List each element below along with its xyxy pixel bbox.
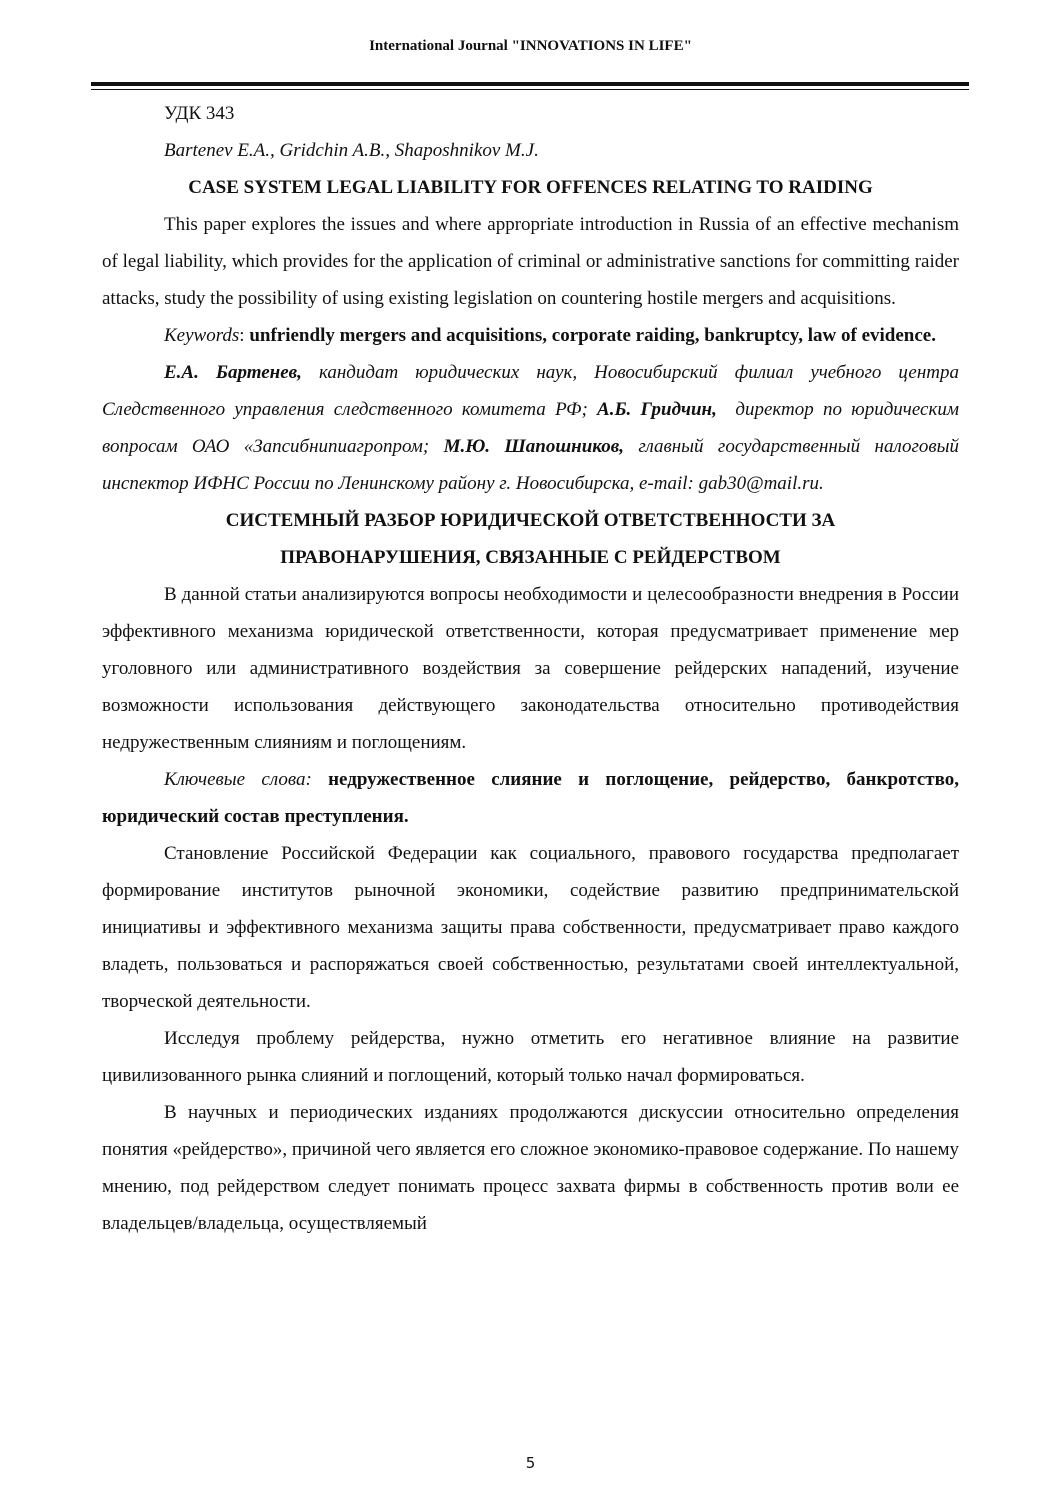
header-rule-thick	[91, 82, 969, 86]
journal-header: International Journal "INNOVATIONS IN LIFE"	[369, 38, 692, 54]
keywords-en-label: Keywords	[164, 325, 240, 346]
keywords-en-separator: :	[239, 325, 250, 346]
abstract-ru: В данной статьи анализируются вопросы необходимости и целесообразности внедрения в России эффективного механизма юридической ответственности, которая предусматривает применение мер уголовного или административного воздействия за совершение рейдерских нападений, изучение возможности использования действующего законодательства относительно противодействия недружественным слияниям и поглощениям.	[102, 584, 959, 753]
abstract-en: This paper explores the issues and where appropriate introduction in Russia of an effective mechanism of legal liability, which provides for the application of criminal or administrative sanctions for committing raider attacks, study the possibility of using existing legislation on countering hostile mergers and acquisitions.	[102, 214, 959, 309]
body-paragraph: Становление Российской Федерации как социального, правового государства предполагает формирование институтов рыночной экономики, содействие развитию предпринимательской инициативы и эффективного механизма защиты права собственности, предусматривает право каждого владеть, пользоваться и распоряжаться своей собственностью, результатами своей интеллектуальной, творческой деятельности.	[102, 843, 959, 1012]
author-3-info: главный государственный налоговый инспектор ИФНС России по Ленинскому району г. Новосибирска, e-mail: gab30@mail.ru.	[102, 436, 960, 494]
page-number: 5	[525, 1454, 536, 1472]
author-affiliations	[102, 354, 964, 502]
authors-en: Bartenev E.A., Gridchin A.B., Shaposhnikov M.J.	[164, 140, 539, 161]
title-ru: СИСТЕМНЫЙ РАЗБОР ЮРИДИЧЕСКОЙ ОТВЕТСТВЕННОСТИ ЗА ПРАВОНАРУШЕНИЯ, СВЯЗАННЫЕ С РЕЙДЕРСТВОМ	[225, 510, 836, 568]
header-rule-thin	[91, 89, 969, 90]
keywords-ru-values: недружественное слияние и поглощение, рейдерство, банкротство, юридический состав преступления.	[102, 769, 959, 827]
author-1-name: Е.А. Бартенев,	[164, 362, 302, 383]
author-1-info: кандидат юридических наук, Новосибирский филиал учебного центра Следственного управления следственного комитета РФ;	[102, 362, 959, 420]
body-paragraph: Исследуя проблему рейдерства, нужно отметить его негативное влияние на развитие цивилизованного рынка слияний и поглощений, который только начал формироваться.	[102, 1028, 959, 1086]
keywords-en-values: unfriendly mergers and acquisitions, corporate raiding, bankruptcy, law of evidence.	[249, 325, 936, 346]
udc-code: УДК 343	[164, 103, 235, 124]
title-en: CASE SYSTEM LEGAL LIABILITY FOR OFFENCES RELATING TO RAIDING	[188, 177, 873, 198]
keywords-ru	[102, 761, 959, 835]
keywords-en	[102, 317, 959, 354]
author-3-name: М.Ю. Шапошников,	[443, 436, 624, 457]
author-2-info: директор по юридическим вопросам ОАО «Запсибнипиагропром;	[102, 399, 964, 457]
keywords-ru-label: Ключевые слова:	[164, 769, 312, 790]
author-2-name: А.Б. Гридчин,	[597, 399, 717, 420]
body-paragraph: В научных и периодических изданиях продолжаются дискуссии относительно определения понятия «рейдерство», причиной чего является его сложное экономико-правовое содержание. По нашему мнению, под рейдерством следует понимать процесс захвата фирмы в собственность против воли ее владельцев/владельца, осуществляемый	[102, 1102, 959, 1234]
article-body	[102, 95, 964, 1242]
